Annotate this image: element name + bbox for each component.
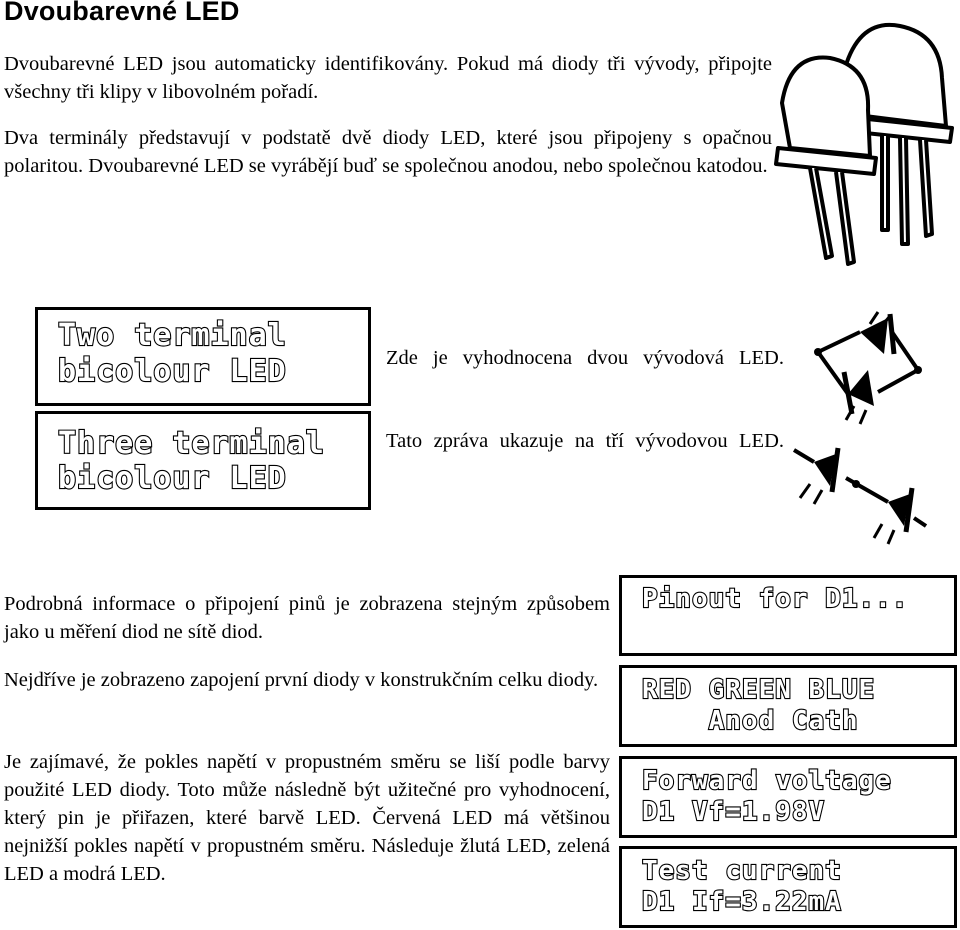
lcd-two-terminal (35, 307, 371, 406)
lcd-line-1: RED GREEN BLUE (642, 675, 876, 705)
lcd-line-1: Pinout for D1... (642, 584, 909, 614)
page-title: Dvoubarevné LED (4, 0, 240, 26)
lcd-line-2: bicolour LED (58, 461, 287, 496)
lcd-line-2: D1 Vf=1.98V (642, 797, 826, 827)
intro-paragraph-1: Dvoubarevné LED jsou automaticky identifikovány. Pokud má diody tři vývody, připojte všechny tři klipy v libovolném pořadí. (4, 53, 772, 103)
lcd-test-current (619, 846, 957, 928)
lcd-pinout (619, 575, 957, 656)
pinout-paragraph-3: Je zajímavé, že pokles napětí v propustném směru se liší podle barvy použité LED diody. Toto může následně být užitečné pro vyhodnocení, který pin je přiřazen, které barvě LED. Červená LED má většinou nejnižší pokles napětí v propustném směru. Následuje žlutá LED, zelená LED a modrá LED. (4, 751, 610, 885)
lcd-colors (619, 665, 957, 747)
lcd-line-2: Anod Cath (642, 706, 859, 736)
pinout-paragraph-1: Podrobná informace o připojení pinů je zobrazena stejným způsobem jako u měření diod ne sítě diod. (4, 593, 610, 643)
lcd-forward-voltage (619, 756, 957, 838)
lcd-line-2: bicolour LED (58, 354, 287, 389)
two-terminal-description: Zde je vyhodnocena dvou vývodová LED. (386, 347, 784, 369)
lcd-line-1: Two terminal (58, 318, 287, 353)
pinout-paragraph-2: Nejdříve je zobrazeno zapojení první diody v konstrukčním celku diody. (4, 669, 599, 691)
three-terminal-description: Tato zpráva ukazuje na tří vývodovou LED. (386, 430, 784, 452)
lcd-line-1: Forward voltage (642, 766, 892, 796)
lcd-three-terminal (35, 411, 371, 510)
bicolour-led-illustration (770, 8, 960, 268)
antiparallel-diodes-icon (810, 310, 930, 430)
lcd-line-1: Test current (642, 856, 842, 886)
common-terminal-diodes-icon (790, 440, 930, 550)
lcd-line-2: D1 If=3.22mA (642, 887, 842, 917)
lcd-line-1: Three terminal (58, 426, 325, 461)
intro-paragraph-2: Dva terminály představují v podstatě dvě diody LED, které jsou připojeny s opačnou polaritou. Dvoubarevné LED se vyrábějí buď se společnou anodou, nebo společnou katodou. (4, 127, 772, 177)
